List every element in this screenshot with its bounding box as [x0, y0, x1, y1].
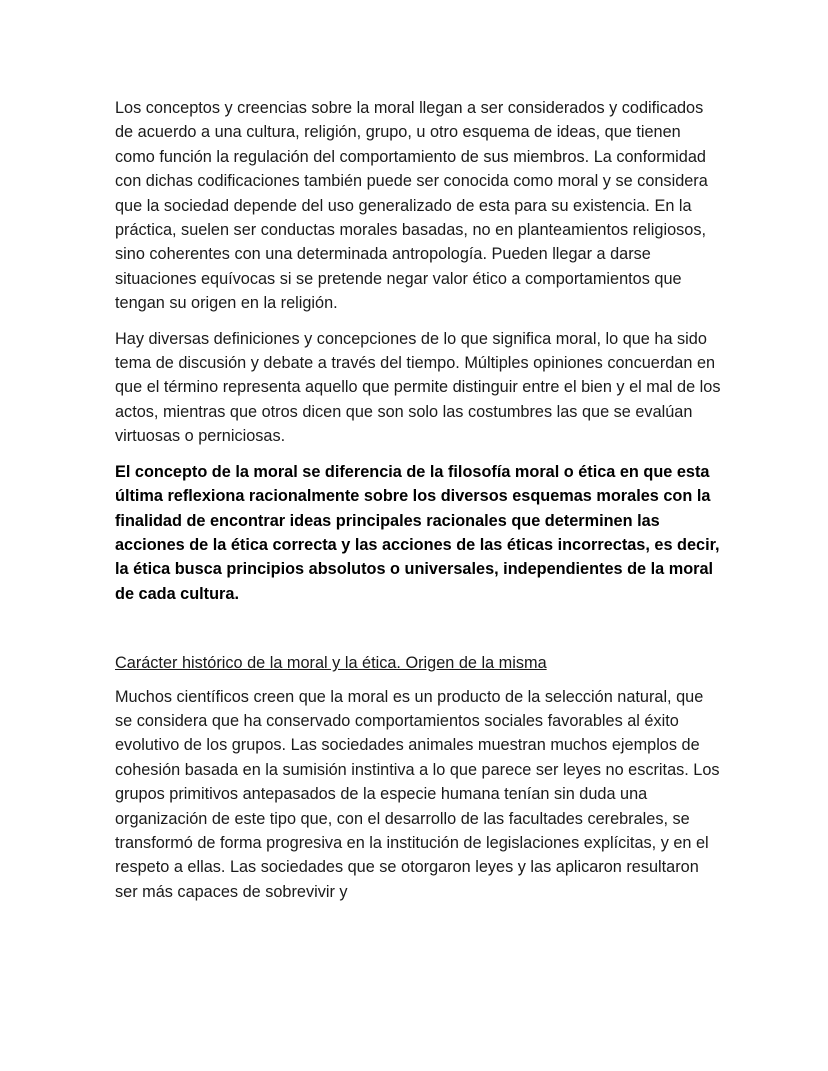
- paragraph-2: Hay diversas definiciones y concepciones de lo que significa moral, lo que ha sido tema de discusión y debate a través del tiempo. Múltiples opiniones concuerdan en que el término representa aquello que permite distinguir entre el bien y el mal de los actos, mientras que otros dicen que son solo las costumbres las que se evalúan virtuosas o perniciosas.: [115, 329, 721, 446]
- section-spacer: [115, 617, 721, 651]
- paragraph-3-bold: El concepto de la moral se diferencia de la filosofía moral o ética en que esta última reflexiona racionalmente sobre los diversos esquemas morales con la finalidad de encontrar ideas principales racionales que determinen las acciones de la ética correcta y las acciones de las éticas incorrectas, es decir, la ética busca principios absolutos o universales, independientes de la moral de cada cultura.: [115, 462, 720, 603]
- section-heading: Carácter histórico de la moral y la ética. Origen de la misma: [115, 654, 547, 673]
- document-body: [115, 96, 721, 915]
- paragraph-4: Muchos científicos creen que la moral es un producto de la selección natural, que se considera que ha conservado comportamientos sociales favorables al éxito evolutivo de los grupos. Las sociedades animales muestran muchos ejemplos de cohesión basada en la sumisión instintiva a lo que parece ser leyes no escritas. Los grupos primitivos antepasados de la especie humana tenían sin duda una organización de este tipo que, con el desarrollo de las facultades cerebrales, se transformó de forma progresiva en la institución de legislaciones explícitas, y en el respeto a ellas. Las sociedades que se otorgaron leyes y las aplicaron resultaron ser más capaces de sobrevivir y: [115, 687, 720, 901]
- paragraph-1: Los conceptos y creencias sobre la moral llegan a ser considerados y codificados de acuerdo a una cultura, religión, grupo, u otro esquema de ideas, que tienen como función la regulación del comportamiento de sus miembros. La conformidad con dichas codificaciones también puede ser conocida como moral y se considera que la sociedad depende del uso generalizado de esta para su existencia. En la práctica, suelen ser conductas morales basadas, no en planteamientos religiosos, sino coherentes con una determinada antropología. Pueden llegar a darse situaciones equívocas si se pretende negar valor ético a comportamientos que tengan su origen en la religión.: [115, 99, 708, 313]
